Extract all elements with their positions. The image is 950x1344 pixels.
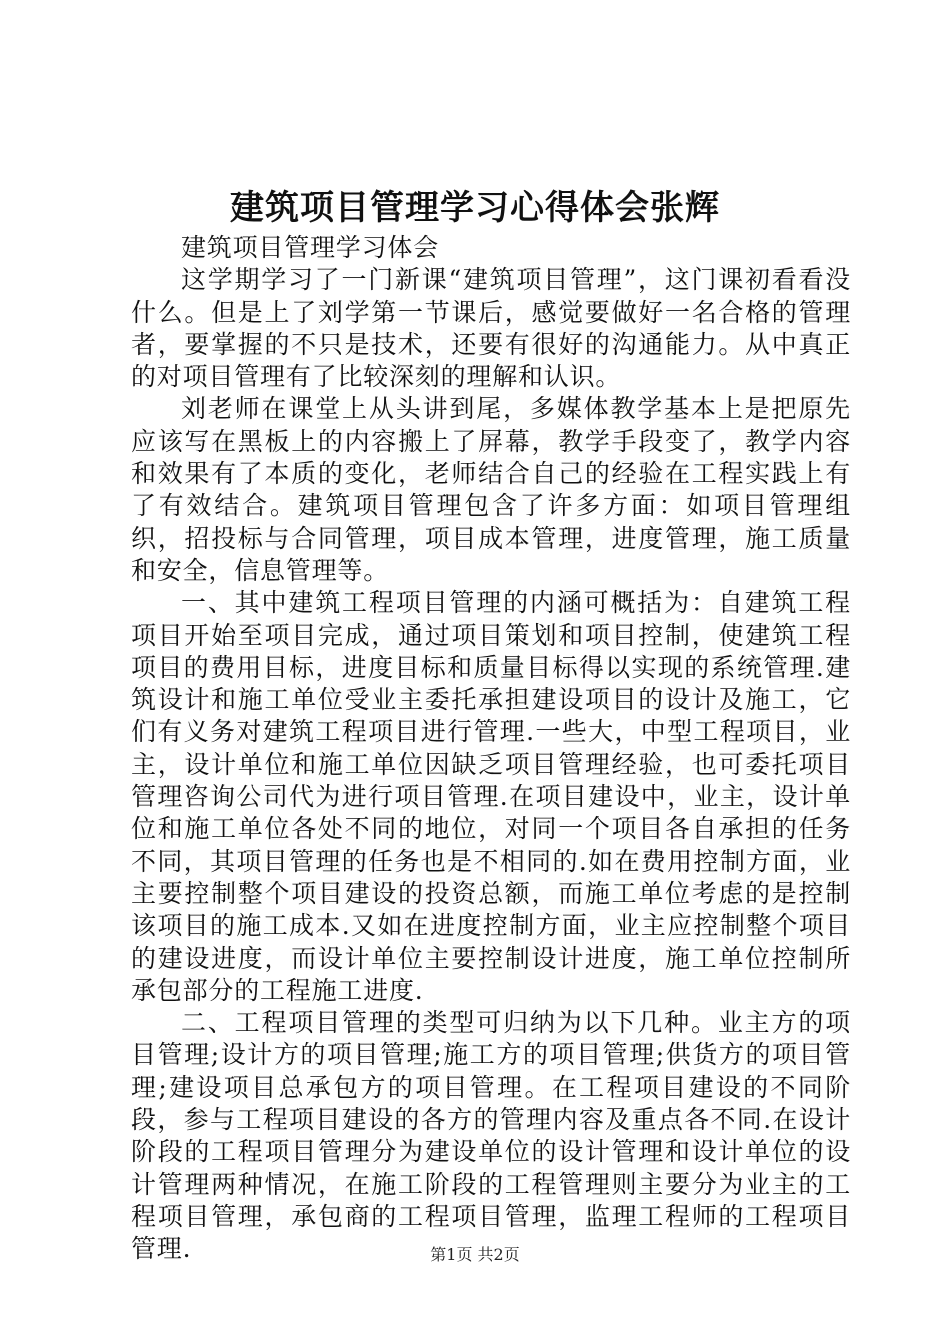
body-paragraph: 这学期学习了一门新课“建筑项目管理”，这门课初看看没什么。但是上了刘学第一节课后，感觉要做好一名合格的管理者，要掌握的不只是技术，还要有很好的沟通能力。从中真正的对项目管理有了比较深刻的理解和认识。 <box>131 265 851 392</box>
page-number-footer: 第1页 共2页 <box>430 1245 520 1264</box>
body-paragraph: 一、其中建筑工程项目管理的内涵可概括为：自建筑工程项目开始至项目完成，通过项目策划和项目控制，使建筑工程项目的费用目标，进度目标和质量目标得以实现的系统管理.建筑设计和施工单位受业主委托承担建设项目的设计及施工，它们有义务对建筑工程项目进行管理.一些大，中型工程项目，业主，设计单位和施工单位因缺乏项目管理经验，也可委托项目管理咨询公司代为进行项目管理.在项目建设中，业主，设计单位和施工单位各处不同的地位，对同一个项目各自承担的任务不同，其项目管理的任务也是不相同的.如在费用控制方面，业主要控制整个项目建设的投资总额，而施工单位考虑的是控制该项目的施工成本.又如在进度控制方面，业主应控制整个项目的建设进度，而设计单位主要控制设计进度，施工单位控制所承包部分的工程施工进度. <box>131 588 851 1005</box>
document-title: 建筑项目管理学习心得体会张辉 <box>230 188 720 228</box>
subtitle-paragraph: 建筑项目管理学习体会 <box>181 233 440 262</box>
body-paragraph: 刘老师在课堂上从头讲到尾，多媒体教学基本上是把原先应该写在黑板上的内容搬上了屏幕，教学手段变了，教学内容和效果有了本质的变化，老师结合自己的经验在工程实践上有了有效结合。建筑项目管理包含了许多方面：如项目管理组织，招投标与合同管理，项目成本管理，进度管理，施工质量和安全，信息管理等。 <box>131 394 851 585</box>
document-body <box>131 232 851 1266</box>
body-paragraph: 二、工程项目管理的类型可归纳为以下几种。业主方的项目管理;设计方的项目管理;施工方的项目管理;供货方的项目管理;建设项目总承包方的项目管理。在工程项目建设的不同阶段，参与工程项目建设的各方的管理内容及重点各不同.在设计阶段的工程项目管理分为建设单位的设计管理和设计单位的设计管理两种情况，在施工阶段的工程管理则主要分为业主的工程项目管理，承包商的工程项目管理，监理工程师的工程项目管理. <box>131 1008 851 1264</box>
